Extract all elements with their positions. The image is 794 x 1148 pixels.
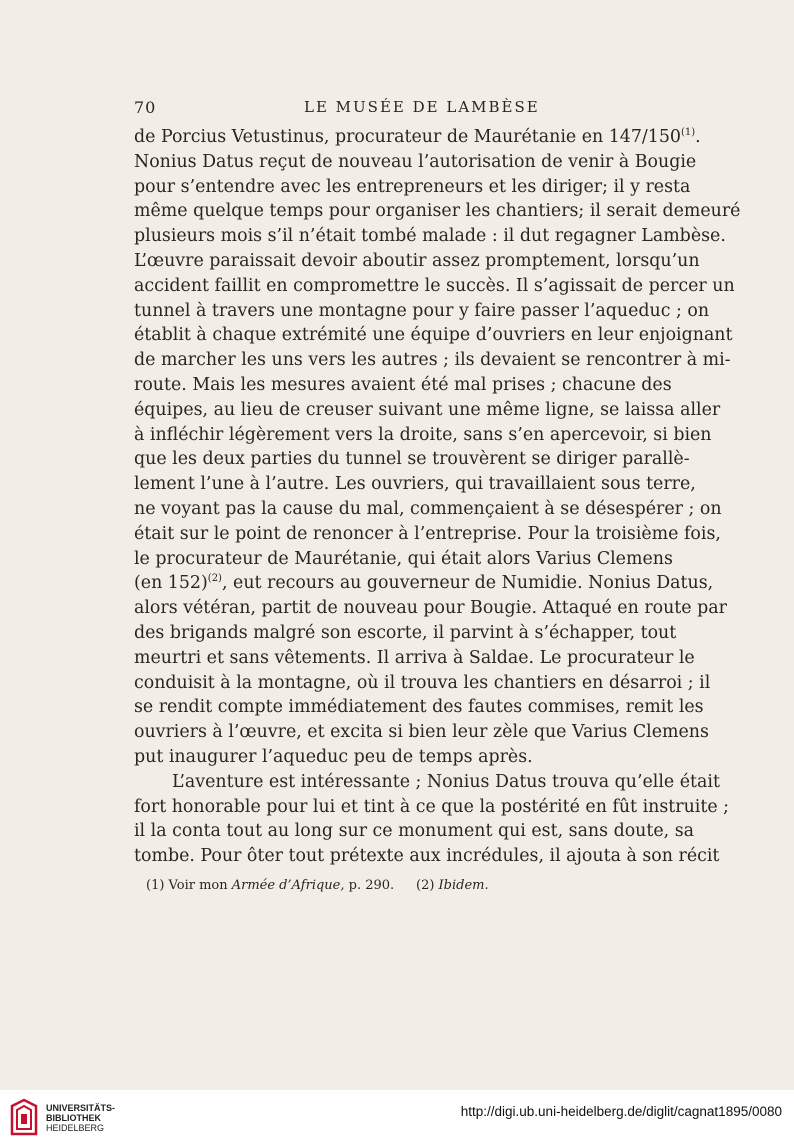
text-line: accident faillit en compromettre le succès. Il s’agissait de percer un <box>134 275 735 296</box>
text-line: tunnel à travers une montagne pour y faire passer l’aqueduc ; on <box>134 300 710 321</box>
text-line: se rendit compte immédiatement des fautes commises, remit les <box>134 697 704 718</box>
text-line: lement l’une à l’autre. Les ouvriers, qui travaillaient sous terre, <box>134 474 696 495</box>
text-line: ne voyant pas la cause du mal, commençaient à se désespérer ; on <box>134 498 722 519</box>
text-line: plusieurs mois s’il n’était tombé malade : il dut regagner Lambèse. <box>134 226 726 247</box>
text-line: alors vétéran, partit de nouveau pour Bougie. Attaqué en route par <box>134 598 727 619</box>
text-line: il la conta tout au long sur ce monument qui est, sans doute, sa <box>134 821 695 842</box>
text-line: de marcher les uns vers les autres ; ils devaient se rencontrer à mi- <box>134 350 731 371</box>
page-number: 70 <box>134 98 157 117</box>
library-logo-icon <box>8 1098 40 1138</box>
text-line: établit à chaque extrémité une équipe d’ouvriers en leur enjoignant <box>134 325 733 346</box>
footnote-mark: (1) <box>680 127 696 139</box>
text-line: équipes, au lieu de creuser suivant une même ligne, se laissa aller <box>134 399 721 420</box>
viewer-footer <box>0 1090 794 1148</box>
footnote-mark: (2) <box>207 573 222 585</box>
text-line: (en 152)$^{(2)}$, eut recours au gouverneur de Numidie. Nonius Datus, <box>134 573 714 594</box>
footnote-2: (2) Ibidem. <box>416 878 489 893</box>
text-line: pour s’entendre avec les entrepreneurs et les diriger; il y resta <box>134 176 691 197</box>
text-line: meurtri et sans vêtements. Il arriva à Saldae. Le procurateur le <box>134 647 695 668</box>
text-line: le procurateur de Maurétanie, qui était alors Varius Clemens <box>134 548 673 569</box>
text-line: put inaugurer l’aqueduc peu de temps après. <box>134 746 533 767</box>
text-line: de Porcius Vetustinus, procurateur de Maurétanie en 147/150$^{(1)}$. <box>134 127 701 147</box>
permalink-url[interactable]: http://digi.ub.uni-heidelberg.de/diglit/cagnat1895/0080 <box>460 1104 782 1119</box>
text-line: était sur le point de renoncer à l’entreprise. Pour la troisième fois, <box>134 523 721 544</box>
text-line: Nonius Datus reçut de nouveau l’autorisation de venir à Bougie <box>134 151 697 172</box>
text-line: fort honorable pour lui et tint à ce que la postérité en fût instruite ; <box>134 796 729 817</box>
body-text <box>134 125 741 869</box>
text-line: conduisit à la montagne, où il trouva les chantiers en désarroi ; il <box>134 672 711 693</box>
text-line: même quelque temps pour organiser les chantiers; il serait demeuré <box>134 201 741 222</box>
running-title: LE MUSÉE DE LAMBÈSE <box>304 98 540 116</box>
text-line: tombe. Pour ôter tout prétexte aux incrédules, il ajouta à son récit <box>134 846 720 867</box>
text-line: L’aventure est intéressante ; Nonius Datus trouva qu’elle était <box>172 771 720 792</box>
library-name: UNIVERSITÄTS- BIBLIOTHEK HEIDELBERG <box>46 1103 116 1133</box>
text-line: que les deux parties du tunnel se trouvèrent se diriger parallè- <box>134 449 690 470</box>
text-line: route. Mais les mesures avaient été mal prises ; chacune des <box>134 374 672 395</box>
text-line: à infléchir légèrement vers la droite, sans s’en apercevoir, si bien <box>134 424 712 445</box>
text-line: des brigands malgré son escorte, il parvint à s’échapper, tout <box>134 622 677 643</box>
footnote-1: (1) Voir mon Armée d’Afrique, p. 290. <box>146 878 395 893</box>
text-line: L’œuvre paraissait devoir aboutir assez promptement, lorsqu’un <box>134 250 700 271</box>
text-line: ouvriers à l’œuvre, et excita si bien leur zèle que Varius Clemens <box>134 722 709 743</box>
